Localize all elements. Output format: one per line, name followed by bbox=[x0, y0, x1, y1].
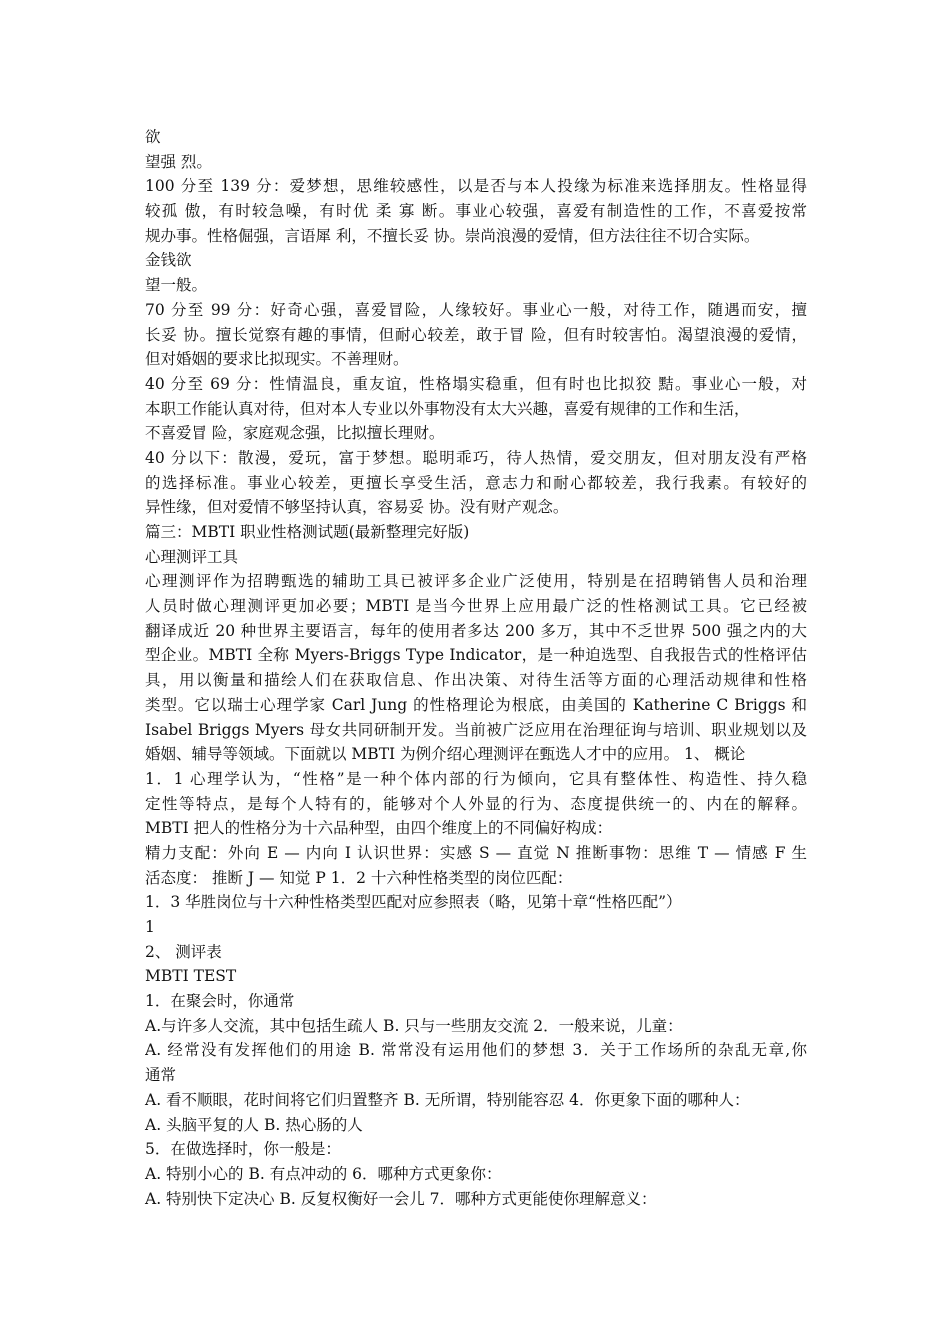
text-line: 40 分至 69 分：性情温良，重友谊，性格塌实稳重，但有时也比拟狡 黠。事业心一般，对 bbox=[145, 374, 807, 393]
document-body bbox=[145, 125, 807, 1211]
section-heading: 篇三：MBTI 职业性格测试题(最新整理完好版) bbox=[145, 523, 470, 541]
text-line: 70 分至 99 分：好奇心强，喜爱冒险，人缘较好。事业心一般，对待工作，随遇而安，擅 bbox=[145, 300, 807, 319]
text-line: A. 头脑平复的人 B. 热心肠的人 bbox=[145, 1115, 363, 1134]
text-line: 望一般。 bbox=[145, 276, 208, 295]
text-line: 长妥 协。擅长觉察有趣的事情，但耐心较差，敢于冒 险，但有时较害怕。渴望浪漫的爱情， bbox=[145, 325, 807, 344]
text-line: 金钱欲 bbox=[145, 251, 192, 270]
text-line: 的选择标准。事业心较差，更擅长享受生活，意志力和耐心都较差，我行我素。有较好的 bbox=[145, 473, 807, 492]
text-line: A. 特别小心的 B. 有点冲动的 6．哪种方式更象你： bbox=[145, 1164, 502, 1183]
text-line: 5．在做选择时，你一般是： bbox=[145, 1140, 341, 1159]
text-line: 望强 烈。 bbox=[145, 152, 212, 171]
text-line: A. 特别快下定决心 B. 反复权衡好一会儿 7．哪种方式更能使你理解意义： bbox=[145, 1189, 657, 1208]
text-line: 较孤 傲，有时较急噪，有时优 柔 寡 断。事业心较强，喜爱有制造性的工作，不喜爱按常 bbox=[145, 202, 807, 221]
text-line: 定性等特点，是每个人特有的，能够对个人外显的行为、态度提供统一的、内在的解释。 bbox=[145, 794, 807, 813]
text-line: 1．在聚会时，你通常 bbox=[145, 992, 295, 1011]
text-line: MBTI TEST bbox=[145, 967, 237, 986]
text-line: 本职工作能认真对待，但对本人专业以外事物没有太大兴趣，喜爱有规律的工作和生活， bbox=[145, 399, 750, 418]
text-line: A. 经常没有发挥他们的用途 B. 常常没有运用他们的梦想 3．关于工作场所的杂乱无章,你 bbox=[145, 1041, 807, 1060]
text-line: 40 分以下：散漫，爱玩，富于梦想。聪明乖巧，待人热情，爱交朋友，但对朋友没有严格 bbox=[145, 448, 807, 467]
text-line: 异性缘，但对爱情不够坚持认真，容易妥 协。没有财产观念。 bbox=[145, 498, 569, 517]
text-line: 1．3 华胜岗位与十六种性格类型匹配对应参照表（略，见第十章“性格匹配”） bbox=[145, 893, 682, 912]
text-line: A.与许多人交流，其中包括生疏人 B. 只与一些朋友交流 2．一般来说，儿童： bbox=[145, 1016, 683, 1035]
text-line: 2、 测评表 bbox=[145, 942, 222, 961]
text-line: 心理测评工具 bbox=[145, 547, 239, 566]
text-line: 精力支配：外向 E — 内向 I 认识世界：实感 S — 直觉 N 推断事物：思维 T — 情感 F 生 bbox=[145, 843, 807, 862]
text-line: 1．1 心理学认为，“性格”是一种个体内部的行为倾向，它具有整体性、构造性、持久稳 bbox=[145, 769, 807, 788]
text-line: 不喜爱冒 险，家庭观念强，比拟擅长理财。 bbox=[145, 424, 445, 443]
text-line: 1 bbox=[145, 918, 155, 936]
text-line: MBTI 把人的性格分为十六品种型，由四个维度上的不同偏好构成： bbox=[145, 819, 613, 838]
text-line: 通常 bbox=[145, 1066, 177, 1085]
text-line: 心理测评作为招聘甄选的辅助工具已被评多企业广泛使用，特别是在招聘销售人员和治理 bbox=[145, 572, 807, 591]
text-line: A. 看不顺眼，花时间将它们归置整齐 B. 无所谓，特别能容忍 4．你更象下面的哪种人： bbox=[145, 1090, 750, 1109]
text-line: 人员时做心理测评更加必要；MBTI 是当今世界上应用最广泛的性格测试工具。它已经被 bbox=[145, 597, 807, 616]
text-line: 欲 bbox=[145, 128, 161, 146]
text-line: 但对婚姻的要求比拟现实。不善理财。 bbox=[145, 350, 409, 369]
text-line: 类型。它以瑞士心理学家 Carl Jung 的性格理论为根底，由美国的 Katherine C Briggs 和 bbox=[145, 695, 807, 714]
text-line: Isabel Briggs Myers 母女共同研制开发。当前被广泛应用在治理征询与培训、职业规划以及 bbox=[145, 720, 807, 739]
text-line: 规办事。性格倔强，言语犀 利，不擅长妥 协。崇尚浪漫的爱情，但方法往往不切合实际。 bbox=[145, 226, 760, 245]
text-line: 婚姻、辅导等领域。下面就以 MBTI 为例介绍心理测评在甄选人才中的应用。 1、 概论 bbox=[145, 745, 746, 764]
text-line: 具，用以衡量和描绘人们在获取信息、作出决策、对待生活等方面的心理活动规律和性格 bbox=[145, 671, 807, 690]
text-line: 活态度： 推断 J — 知觉 P 1．2 十六种性格类型的岗位匹配： bbox=[145, 868, 573, 887]
text-line: 100 分至 139 分：爱梦想，思维较感性，以是否与本人投缘为标准来选择朋友。性格显得 bbox=[145, 177, 807, 196]
text-line: 翻译成近 20 种世界主要语言，每年的使用者多达 200 多万，其中不乏世界 500 强之内的大 bbox=[145, 621, 807, 640]
text-line: 型企业。MBTI 全称 Myers-Briggs Type Indicator，是一种迫选型、自我报告式的性格评估 bbox=[145, 646, 807, 665]
